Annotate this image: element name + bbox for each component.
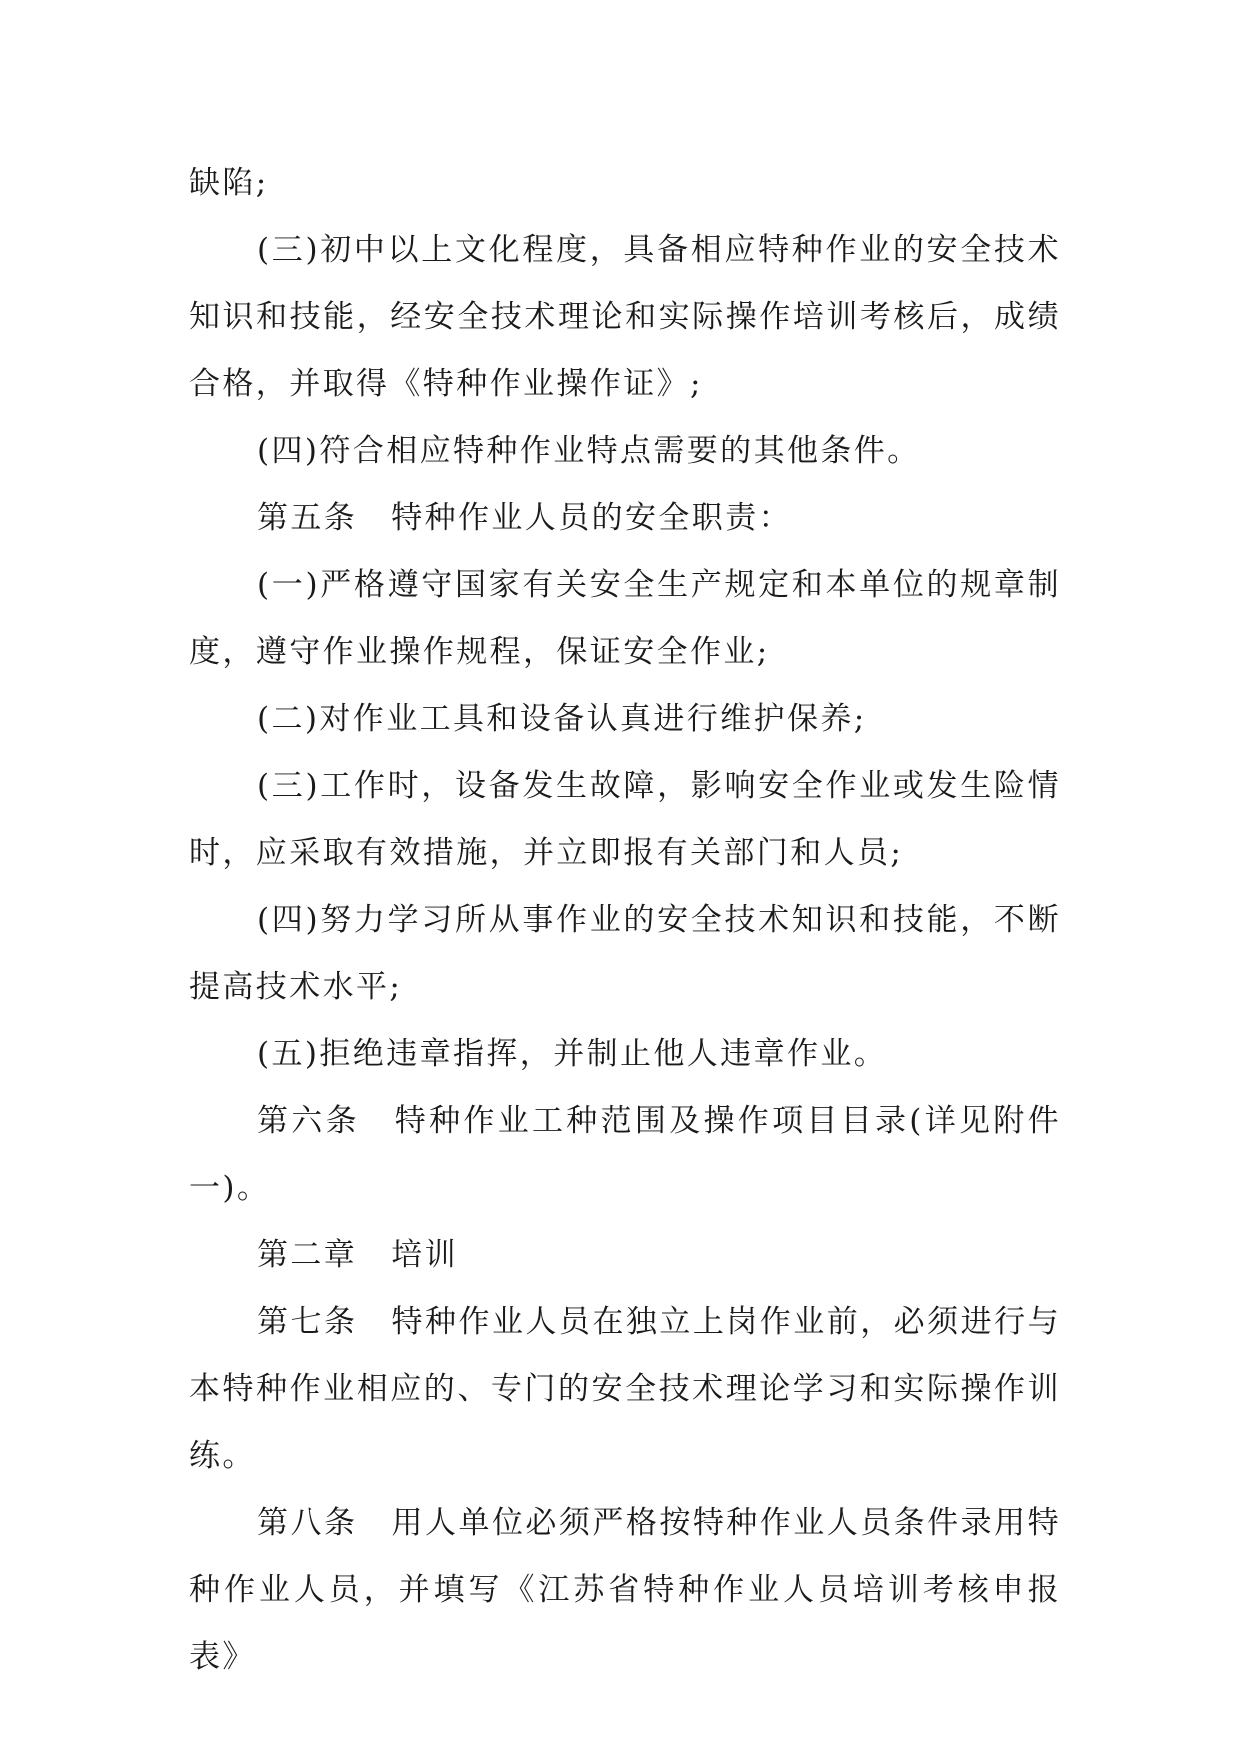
article-8: 第八条 用人单位必须严格按特种作业人员条件录用特种作业人员，并填写《江苏省特种作业人员培训考核申报表》	[189, 1505, 1061, 1675]
article-label: 第八条	[257, 1505, 358, 1541]
duty-item-1: (一)严格遵守国家有关安全生产规定和本单位的规章制度，遵守作业操作规程，保证安全作业;	[189, 567, 1061, 670]
duty-item-3: (三)工作时，设备发生故障，影响安全作业或发生险情时，应采取有效措施，并立即报有关部门和人员;	[189, 768, 1061, 871]
duty-item-5: (五)拒绝违章指挥，并制止他人违章作业。	[257, 1036, 888, 1072]
duty-item-4: (四)努力学习所从事作业的安全技术知识和技能，不断提高技术水平;	[189, 902, 1061, 1005]
article-6: 第六条 特种作业工种范围及操作项目目录(详见附件一)。	[189, 1103, 1062, 1206]
article-7: 第七条 特种作业人员在独立上岗作业前，必须进行与本特种作业相应的、专门的安全技术理论学习和实际操作训练。	[189, 1304, 1061, 1474]
document-body	[189, 150, 1061, 1691]
paragraph-continuation: 缺陷;	[189, 165, 269, 201]
article-5: 第五条 特种作业人员的安全职责：	[257, 500, 793, 536]
article-label: 第五条	[257, 500, 358, 536]
chapter-2-heading: 第二章 培训	[257, 1237, 459, 1273]
duty-item-2: (二)对作业工具和设备认真进行维护保养;	[257, 701, 867, 737]
article-label: 第七条	[257, 1304, 358, 1340]
paragraph-item-4: (四)符合相应特种作业特点需要的其他条件。	[257, 433, 921, 469]
chapter-label: 第二章	[257, 1237, 358, 1273]
paragraph-item-3: (三)初中以上文化程度，具备相应特种作业的安全技术知识和技能，经安全技术理论和实际操作培训考核后，成绩合格，并取得《特种作业操作证》;	[189, 232, 1061, 402]
article-label: 第六条	[257, 1103, 360, 1139]
